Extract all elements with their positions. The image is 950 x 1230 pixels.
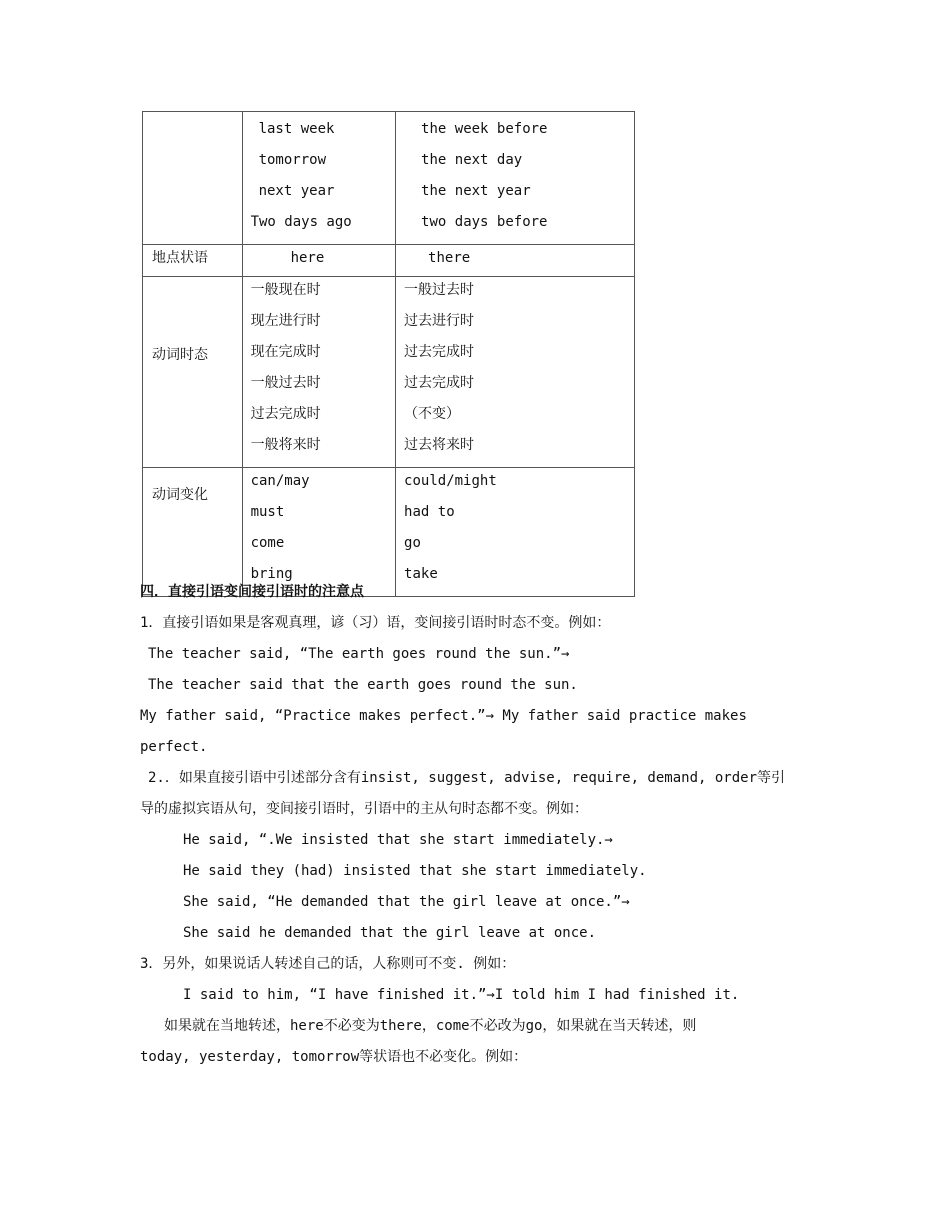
example-line: She said, “He demanded that the girl leave at once.”→ bbox=[183, 894, 630, 910]
verb-indirect-item: could/might bbox=[404, 473, 497, 489]
tense-direct-item: 一般将来时 bbox=[250, 437, 321, 453]
time-indirect-item: two days before bbox=[421, 214, 548, 230]
time-direct-item: next year bbox=[258, 183, 335, 199]
verb-indirect-item: take bbox=[404, 566, 438, 582]
example-line: The teacher said, “The earth goes round the sun.”→ bbox=[148, 646, 570, 662]
verb-direct-item: must bbox=[250, 504, 285, 520]
example-line: The teacher said that the earth goes round the sun. bbox=[148, 677, 578, 693]
paragraph-line: 如果就在当地转述，here不必变为there，come不必改为go，如果就在当天转述，则 bbox=[164, 1018, 697, 1034]
paragraph-line: today, yesterday, tomorrow等状语也不必变化。例如： bbox=[140, 1049, 528, 1065]
table-row bbox=[143, 245, 635, 277]
place-direct-cell bbox=[242, 245, 395, 277]
table-row bbox=[143, 112, 635, 245]
time-indirect-item: the week before bbox=[421, 121, 548, 137]
example-line: perfect. bbox=[140, 739, 208, 755]
tense-indirect-item: 一般过去时 bbox=[404, 282, 475, 298]
tense-indirect-item: 过去完成时 bbox=[404, 344, 475, 360]
time-indirect-item: the next day bbox=[421, 152, 523, 168]
place-label-cell bbox=[143, 245, 243, 277]
example-line: My father said, “Practice makes perfect.”→ My father said practice makes bbox=[140, 708, 747, 724]
section-heading: 四．直接引语变间接引语时的注意点 bbox=[140, 584, 364, 600]
paragraph-line: 1．直接引语如果是客观真理，谚（习）语，变间接引语时时态不变。例如： bbox=[140, 615, 611, 631]
place-indirect-cell bbox=[396, 245, 635, 277]
row-label: 动词时态 bbox=[152, 346, 208, 363]
tense-direct-item: 一般过去时 bbox=[250, 375, 321, 391]
time-indirect-cell bbox=[396, 112, 635, 245]
time-indirect-item: the next year bbox=[421, 183, 531, 199]
time-direct-item: tomorrow bbox=[258, 152, 327, 168]
verb-direct-item: can/may bbox=[250, 473, 310, 489]
tense-indirect-item: 过去完成时 bbox=[404, 375, 475, 391]
tense-direct-item: 现左进行时 bbox=[250, 313, 321, 329]
tense-indirect-cell bbox=[396, 277, 635, 468]
example-line: She said he demanded that the girl leave at once. bbox=[183, 925, 597, 941]
example-line: He said, “.We insisted that she start immediately.→ bbox=[183, 832, 613, 848]
place-direct-item: here bbox=[290, 250, 325, 266]
verb-direct-item: come bbox=[250, 535, 285, 551]
time-direct-cell bbox=[242, 112, 395, 245]
verb-indirect-item: had to bbox=[404, 504, 455, 520]
tense-indirect-item: （不变） bbox=[404, 406, 461, 422]
row-label: 动词变化 bbox=[152, 487, 208, 503]
tense-indirect-item: 过去将来时 bbox=[404, 437, 475, 453]
table-row bbox=[143, 277, 635, 468]
notes-section bbox=[140, 578, 820, 1074]
paragraph-line: 2.．如果直接引语中引述部分含有insist, suggest, advise, require, demand, order等引 bbox=[148, 770, 786, 786]
row-label: 地点状语 bbox=[152, 250, 208, 266]
verb-direct-item: bring bbox=[250, 566, 293, 582]
verb-indirect-item: go bbox=[404, 535, 421, 551]
example-line: He said they (had) insisted that she start immediately. bbox=[183, 863, 647, 879]
tense-direct-cell bbox=[242, 277, 395, 468]
example-line: I said to him, “I have finished it.”→I told him I had finished it. bbox=[183, 987, 740, 1003]
tense-direct-item: 一般现在时 bbox=[250, 282, 321, 298]
tense-indirect-item: 过去进行时 bbox=[404, 313, 475, 329]
time-direct-item: last week bbox=[258, 121, 335, 137]
paragraph-line: 3．另外，如果说话人转述自己的话，人称则可不变. 例如： bbox=[140, 956, 516, 972]
time-direct-item: Two days ago bbox=[250, 214, 352, 230]
tense-label-cell bbox=[143, 277, 243, 468]
time-label-cell bbox=[143, 112, 243, 245]
tense-direct-item: 过去完成时 bbox=[250, 406, 321, 422]
place-indirect-item: there bbox=[428, 250, 471, 266]
speech-conversion-table bbox=[142, 111, 635, 597]
paragraph-line: 导的虚拟宾语从句，变间接引语时，引语中的主从句时态都不变。例如： bbox=[140, 801, 588, 817]
tense-direct-item: 现在完成时 bbox=[250, 344, 321, 360]
